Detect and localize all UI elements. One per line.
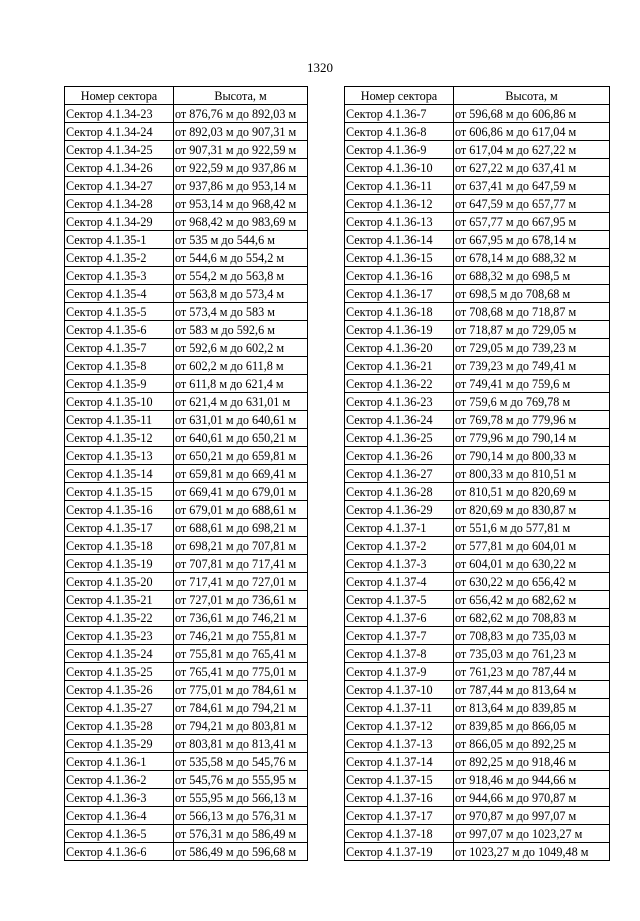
table-row [345,555,610,573]
height-range-cell: от 1023,27 м до 1049,48 м [454,843,610,861]
table-row [345,825,610,843]
sector-number-cell: Сектор 4.1.35-11 [65,411,174,429]
sector-number-cell: Сектор 4.1.37-10 [345,681,454,699]
sector-number-cell: Сектор 4.1.35-1 [65,231,174,249]
sector-number-cell: Сектор 4.1.37-6 [345,609,454,627]
height-range-cell: от 839,85 м до 866,05 м [454,717,610,735]
height-range-cell: от 535,58 м до 545,76 м [174,753,308,771]
table-row [65,141,308,159]
sector-number-cell: Сектор 4.1.36-28 [345,483,454,501]
table-row [65,591,308,609]
table-row [65,807,308,825]
table-row [65,303,308,321]
sector-number-cell: Сектор 4.1.34-28 [65,195,174,213]
table-row [65,771,308,789]
sector-number-cell: Сектор 4.1.36-3 [65,789,174,807]
table-row [345,771,610,789]
sector-number-cell: Сектор 4.1.35-12 [65,429,174,447]
table-row [345,663,610,681]
height-range-cell: от 876,76 м до 892,03 м [174,105,308,123]
height-range-cell: от 794,21 м до 803,81 м [174,717,308,735]
table-row [345,411,610,429]
height-range-cell: от 775,01 м до 784,61 м [174,681,308,699]
height-range-cell: от 813,64 м до 839,85 м [454,699,610,717]
height-range-cell: от 667,95 м до 678,14 м [454,231,610,249]
height-range-cell: от 820,69 м до 830,87 м [454,501,610,519]
sector-number-cell: Сектор 4.1.36-18 [345,303,454,321]
height-range-cell: от 688,61 м до 698,21 м [174,519,308,537]
table-row [345,627,610,645]
table-row [345,195,610,213]
sector-number-cell: Сектор 4.1.37-14 [345,753,454,771]
sector-number-cell: Сектор 4.1.36-4 [65,807,174,825]
sector-number-cell: Сектор 4.1.34-29 [65,213,174,231]
page-number: 1320 [307,60,333,75]
height-range-cell: от 544,6 м до 554,2 м [174,249,308,267]
sector-number-cell: Сектор 4.1.36-9 [345,141,454,159]
table-row [65,285,308,303]
table-row [65,231,308,249]
sector-number-cell: Сектор 4.1.37-12 [345,717,454,735]
column-header-sector: Номер сектора [345,87,454,105]
sector-number-cell: Сектор 4.1.35-29 [65,735,174,753]
column-header-height: Высота, м [174,87,308,105]
height-range-cell: от 657,77 м до 667,95 м [454,213,610,231]
sector-number-cell: Сектор 4.1.34-27 [65,177,174,195]
sector-number-cell: Сектор 4.1.36-5 [65,825,174,843]
height-range-cell: от 563,8 м до 573,4 м [174,285,308,303]
sector-number-cell: Сектор 4.1.36-2 [65,771,174,789]
table-row [65,537,308,555]
height-range-cell: от 803,81 м до 813,41 м [174,735,308,753]
table-row [65,681,308,699]
sector-number-cell: Сектор 4.1.36-20 [345,339,454,357]
height-range-cell: от 611,8 м до 621,4 м [174,375,308,393]
height-range-cell: от 583 м до 592,6 м [174,321,308,339]
height-range-cell: от 627,22 м до 637,41 м [454,159,610,177]
table-row [345,519,610,537]
table-row [65,663,308,681]
height-range-cell: от 698,21 м до 707,81 м [174,537,308,555]
height-range-cell: от 749,41 м до 759,6 м [454,375,610,393]
table-header-row [65,87,308,105]
table-row [345,843,610,861]
height-range-cell: от 708,68 м до 718,87 м [454,303,610,321]
height-range-cell: от 602,2 м до 611,8 м [174,357,308,375]
table-row [65,555,308,573]
sector-number-cell: Сектор 4.1.36-22 [345,375,454,393]
sector-number-cell: Сектор 4.1.35-28 [65,717,174,735]
height-range-cell: от 779,96 м до 790,14 м [454,429,610,447]
table-row [345,753,610,771]
table-row [65,321,308,339]
table-row [65,735,308,753]
height-range-cell: от 769,78 м до 779,96 м [454,411,610,429]
height-range-cell: от 907,31 м до 922,59 м [174,141,308,159]
height-range-cell: от 630,22 м до 656,42 м [454,573,610,591]
height-range-cell: от 669,41 м до 679,01 м [174,483,308,501]
height-range-cell: от 551,6 м до 577,81 м [454,519,610,537]
height-range-cell: от 944,66 м до 970,87 м [454,789,610,807]
table-row [65,339,308,357]
table-row [65,375,308,393]
table-row [65,465,308,483]
sector-number-cell: Сектор 4.1.36-17 [345,285,454,303]
table-row [65,159,308,177]
sector-number-cell: Сектор 4.1.37-7 [345,627,454,645]
table-row [345,213,610,231]
height-range-cell: от 953,14 м до 968,42 м [174,195,308,213]
height-range-cell: от 739,23 м до 749,41 м [454,357,610,375]
table-row [65,123,308,141]
table-row [345,699,610,717]
table-row [345,447,610,465]
sector-number-cell: Сектор 4.1.35-8 [65,357,174,375]
sector-number-cell: Сектор 4.1.36-8 [345,123,454,141]
sector-number-cell: Сектор 4.1.35-25 [65,663,174,681]
height-range-cell: от 554,2 м до 563,8 м [174,267,308,285]
sector-number-cell: Сектор 4.1.37-3 [345,555,454,573]
sector-table-left [64,86,308,861]
table-row [65,789,308,807]
height-range-cell: от 586,49 м до 596,68 м [174,843,308,861]
height-range-cell: от 637,41 м до 647,59 м [454,177,610,195]
height-range-cell: от 922,59 м до 937,86 м [174,159,308,177]
height-range-cell: от 640,61 м до 650,21 м [174,429,308,447]
sector-number-cell: Сектор 4.1.35-3 [65,267,174,285]
sector-number-cell: Сектор 4.1.36-15 [345,249,454,267]
height-range-cell: от 596,68 м до 606,86 м [454,105,610,123]
sector-number-cell: Сектор 4.1.35-5 [65,303,174,321]
sector-number-cell: Сектор 4.1.34-25 [65,141,174,159]
table-row [65,825,308,843]
table-row [65,447,308,465]
table-row [345,375,610,393]
sector-number-cell: Сектор 4.1.36-23 [345,393,454,411]
height-range-cell: от 577,81 м до 604,01 м [454,537,610,555]
height-range-cell: от 765,41 м до 775,01 м [174,663,308,681]
table-row [65,429,308,447]
table-row [345,735,610,753]
height-range-cell: от 718,87 м до 729,05 м [454,321,610,339]
table-row [345,321,610,339]
sector-number-cell: Сектор 4.1.35-26 [65,681,174,699]
table-row [345,141,610,159]
table-row [345,231,610,249]
sector-number-cell: Сектор 4.1.36-16 [345,267,454,285]
sector-number-cell: Сектор 4.1.37-9 [345,663,454,681]
table-row [65,177,308,195]
table-row [345,807,610,825]
height-range-cell: от 892,03 м до 907,31 м [174,123,308,141]
height-range-cell: от 892,25 м до 918,46 м [454,753,610,771]
sector-number-cell: Сектор 4.1.35-15 [65,483,174,501]
height-range-cell: от 729,05 м до 739,23 м [454,339,610,357]
table-row [65,249,308,267]
sector-number-cell: Сектор 4.1.36-27 [345,465,454,483]
sector-number-cell: Сектор 4.1.37-19 [345,843,454,861]
table-row [345,303,610,321]
height-range-cell: от 759,6 м до 769,78 м [454,393,610,411]
column-header-height: Высота, м [454,87,610,105]
height-range-cell: от 576,31 м до 586,49 м [174,825,308,843]
height-range-cell: от 631,01 м до 640,61 м [174,411,308,429]
height-range-cell: от 968,42 м до 983,69 м [174,213,308,231]
table-row [345,123,610,141]
height-range-cell: от 727,01 м до 736,61 м [174,591,308,609]
height-range-cell: от 784,61 м до 794,21 м [174,699,308,717]
table-row [345,465,610,483]
table-row [65,573,308,591]
height-range-cell: от 708,83 м до 735,03 м [454,627,610,645]
height-range-cell: от 573,4 м до 583 м [174,303,308,321]
sector-number-cell: Сектор 4.1.36-13 [345,213,454,231]
height-range-cell: от 656,42 м до 682,62 м [454,591,610,609]
table-row [345,105,610,123]
sector-number-cell: Сектор 4.1.35-22 [65,609,174,627]
height-range-cell: от 682,62 м до 708,83 м [454,609,610,627]
table-row [345,681,610,699]
table-row [65,267,308,285]
height-range-cell: от 678,14 м до 688,32 м [454,249,610,267]
sector-number-cell: Сектор 4.1.36-7 [345,105,454,123]
table-row [65,393,308,411]
sector-number-cell: Сектор 4.1.35-24 [65,645,174,663]
table-row [65,717,308,735]
sector-number-cell: Сектор 4.1.35-9 [65,375,174,393]
sector-number-cell: Сектор 4.1.36-24 [345,411,454,429]
table-row [65,501,308,519]
sector-number-cell: Сектор 4.1.36-11 [345,177,454,195]
table-row [345,537,610,555]
height-range-cell: от 659,81 м до 669,41 м [174,465,308,483]
height-range-cell: от 606,86 м до 617,04 м [454,123,610,141]
height-range-cell: от 997,07 м до 1023,27 м [454,825,610,843]
height-range-cell: от 555,95 м до 566,13 м [174,789,308,807]
sector-number-cell: Сектор 4.1.36-6 [65,843,174,861]
table-row [65,699,308,717]
sector-number-cell: Сектор 4.1.35-20 [65,573,174,591]
table-row [65,609,308,627]
height-range-cell: от 787,44 м до 813,64 м [454,681,610,699]
table-row [65,195,308,213]
height-range-cell: от 937,86 м до 953,14 м [174,177,308,195]
sector-number-cell: Сектор 4.1.37-8 [345,645,454,663]
height-range-cell: от 866,05 м до 892,25 м [454,735,610,753]
height-range-cell: от 736,61 м до 746,21 м [174,609,308,627]
sector-number-cell: Сектор 4.1.35-23 [65,627,174,645]
table-row [65,753,308,771]
table-header-row [345,87,610,105]
table-row [345,645,610,663]
height-range-cell: от 688,32 м до 698,5 м [454,267,610,285]
sector-number-cell: Сектор 4.1.36-10 [345,159,454,177]
table-row [345,483,610,501]
table-row [65,645,308,663]
table-row [65,213,308,231]
table-row [345,573,610,591]
height-range-cell: от 918,46 м до 944,66 м [454,771,610,789]
height-range-cell: от 698,5 м до 708,68 м [454,285,610,303]
table-row [345,339,610,357]
sector-number-cell: Сектор 4.1.35-17 [65,519,174,537]
sector-number-cell: Сектор 4.1.35-19 [65,555,174,573]
height-range-cell: от 535 м до 544,6 м [174,231,308,249]
sector-number-cell: Сектор 4.1.37-1 [345,519,454,537]
table-row [345,177,610,195]
sector-number-cell: Сектор 4.1.36-12 [345,195,454,213]
sector-number-cell: Сектор 4.1.35-13 [65,447,174,465]
table-row [345,609,610,627]
sector-number-cell: Сектор 4.1.35-27 [65,699,174,717]
sector-number-cell: Сектор 4.1.35-21 [65,591,174,609]
height-range-cell: от 790,14 м до 800,33 м [454,447,610,465]
height-range-cell: от 617,04 м до 627,22 м [454,141,610,159]
sector-number-cell: Сектор 4.1.37-5 [345,591,454,609]
table-row [345,717,610,735]
sector-number-cell: Сектор 4.1.35-2 [65,249,174,267]
sector-number-cell: Сектор 4.1.37-2 [345,537,454,555]
sector-number-cell: Сектор 4.1.36-19 [345,321,454,339]
sector-number-cell: Сектор 4.1.34-26 [65,159,174,177]
sector-number-cell: Сектор 4.1.35-14 [65,465,174,483]
table-row [345,591,610,609]
table-row [345,249,610,267]
sector-number-cell: Сектор 4.1.36-21 [345,357,454,375]
sector-number-cell: Сектор 4.1.37-15 [345,771,454,789]
sector-number-cell: Сектор 4.1.35-6 [65,321,174,339]
height-range-cell: от 650,21 м до 659,81 м [174,447,308,465]
sector-number-cell: Сектор 4.1.37-13 [345,735,454,753]
table-row [345,501,610,519]
height-range-cell: от 735,03 м до 761,23 м [454,645,610,663]
height-range-cell: от 707,81 м до 717,41 м [174,555,308,573]
table-row [345,357,610,375]
height-range-cell: от 800,33 м до 810,51 м [454,465,610,483]
table-row [345,267,610,285]
height-range-cell: от 592,6 м до 602,2 м [174,339,308,357]
table-row [65,105,308,123]
column-header-sector: Номер сектора [65,87,174,105]
sector-number-cell: Сектор 4.1.36-14 [345,231,454,249]
sector-number-cell: Сектор 4.1.37-17 [345,807,454,825]
height-range-cell: от 545,76 м до 555,95 м [174,771,308,789]
table-row [345,429,610,447]
sector-number-cell: Сектор 4.1.35-10 [65,393,174,411]
table-row [65,627,308,645]
height-range-cell: от 566,13 м до 576,31 м [174,807,308,825]
sector-number-cell: Сектор 4.1.36-1 [65,753,174,771]
sector-table-right [344,86,610,861]
sector-number-cell: Сектор 4.1.37-18 [345,825,454,843]
table-row [65,843,308,861]
table-row [345,159,610,177]
height-range-cell: от 647,59 м до 657,77 м [454,195,610,213]
table-row [65,519,308,537]
sector-number-cell: Сектор 4.1.34-23 [65,105,174,123]
height-range-cell: от 810,51 м до 820,69 м [454,483,610,501]
sector-number-cell: Сектор 4.1.36-26 [345,447,454,465]
height-range-cell: от 755,81 м до 765,41 м [174,645,308,663]
sector-number-cell: Сектор 4.1.35-18 [65,537,174,555]
height-range-cell: от 970,87 м до 997,07 м [454,807,610,825]
height-range-cell: от 604,01 м до 630,22 м [454,555,610,573]
table-row [345,285,610,303]
sector-number-cell: Сектор 4.1.37-11 [345,699,454,717]
height-range-cell: от 746,21 м до 755,81 м [174,627,308,645]
sector-number-cell: Сектор 4.1.35-16 [65,501,174,519]
sector-number-cell: Сектор 4.1.35-7 [65,339,174,357]
sector-number-cell: Сектор 4.1.34-24 [65,123,174,141]
table-row [65,483,308,501]
table-row [345,789,610,807]
sector-number-cell: Сектор 4.1.36-25 [345,429,454,447]
height-range-cell: от 717,41 м до 727,01 м [174,573,308,591]
sector-number-cell: Сектор 4.1.37-4 [345,573,454,591]
sector-number-cell: Сектор 4.1.37-16 [345,789,454,807]
height-range-cell: от 679,01 м до 688,61 м [174,501,308,519]
table-row [65,357,308,375]
table-row [65,411,308,429]
height-range-cell: от 621,4 м до 631,01 м [174,393,308,411]
table-row [345,393,610,411]
sector-number-cell: Сектор 4.1.35-4 [65,285,174,303]
height-range-cell: от 761,23 м до 787,44 м [454,663,610,681]
sector-number-cell: Сектор 4.1.36-29 [345,501,454,519]
